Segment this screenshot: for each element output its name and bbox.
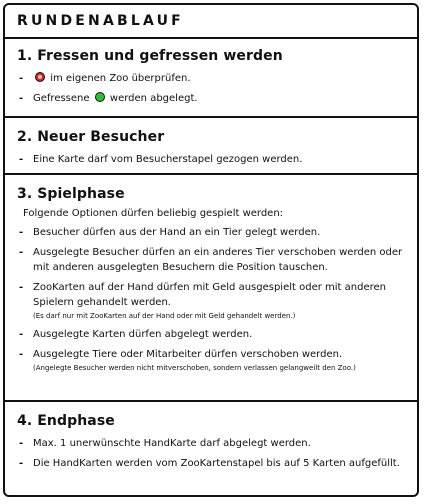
rules-card — [3, 3, 419, 497]
section-intro: Folgende Optionen dürfen beliebig gespielt werden: — [23, 208, 284, 219]
item-text: Eine Karte darf vom Besucherstapel gezogen werden. — [33, 154, 303, 165]
item-text: Ausgelegte Besucher dürfen an ein anderes Tier verschoben werden oder mit anderen ausgelegten Besuchern die Position tauschen. — [33, 247, 403, 273]
bullet-dash: - — [19, 73, 24, 84]
list-item — [17, 152, 407, 167]
section-visitor — [5, 118, 417, 175]
bullet-dash: - — [19, 458, 24, 469]
list-item — [17, 245, 407, 275]
item-text-post: werden abgelegt. — [109, 93, 198, 104]
item-text: Besucher dürfen aus der Hand an ein Tier gelegt werden. — [33, 227, 321, 238]
red-circle-icon — [35, 72, 45, 82]
list-item — [17, 225, 407, 240]
item-text: Ausgelegte Tiere oder Mitarbeiter dürfen verschoben werden. — [33, 349, 343, 360]
bullet-dash: - — [19, 438, 24, 449]
card-title: RUNDENABLAUF — [5, 5, 417, 39]
bullet-dash: - — [19, 227, 24, 238]
item-text: ZooKarten auf der Hand dürfen mit Geld ausgespielt oder mit anderen Spielern gehandelt werden. — [33, 282, 386, 308]
list-item — [17, 91, 407, 106]
list-item — [17, 327, 407, 342]
section-heading: 2. Neuer Besucher — [17, 129, 165, 145]
section-end — [5, 402, 417, 495]
list-item — [17, 436, 407, 451]
section-heading: 1. Fressen und gefressen werden — [17, 48, 283, 64]
item-text: im eigenen Zoo überprüfen. — [50, 73, 191, 84]
section-heading: 4. Endphase — [17, 413, 115, 429]
bullet-dash: - — [19, 329, 24, 340]
section-eat — [5, 39, 417, 118]
list-item — [17, 71, 407, 86]
list-item — [17, 456, 407, 471]
item-text: Max. 1 unerwünschte HandKarte darf abgelegt werden. — [33, 438, 311, 449]
bullet-dash: - — [19, 247, 24, 258]
bullet-dash: - — [19, 93, 24, 104]
bullet-dash: - — [19, 154, 24, 165]
green-circle-icon — [95, 92, 105, 102]
item-note: (Es darf nur mit ZooKarten auf der Hand oder mit Geld gehandelt werden.) — [33, 312, 296, 320]
item-text: Ausgelegte Karten dürfen abgelegt werden. — [33, 329, 253, 340]
item-text: Die HandKarten werden vom ZooKartenstapel bis auf 5 Karten aufgefüllt. — [33, 458, 400, 469]
item-note: (Angelegte Besucher werden nicht mitverschoben, sondern verlassen gelangweilt den Zoo.) — [33, 364, 356, 372]
section-play — [5, 175, 417, 402]
bullet-dash: - — [19, 349, 24, 360]
list-item — [17, 280, 407, 322]
list-item — [17, 347, 407, 374]
item-text-pre: Gefressene — [33, 93, 90, 104]
bullet-dash: - — [19, 282, 24, 293]
section-heading: 3. Spielphase — [17, 186, 125, 202]
